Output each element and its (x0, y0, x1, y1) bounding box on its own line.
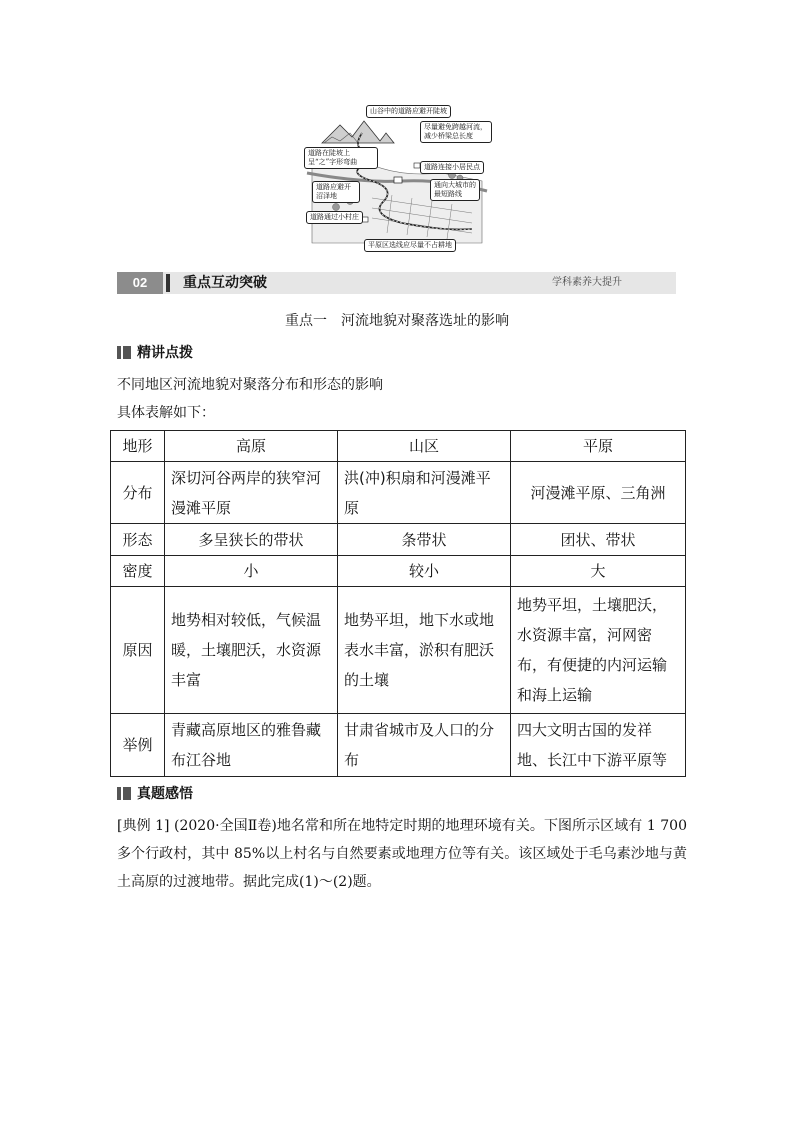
topic-heading: 重点一 河流地貌对聚落选址的影响 (285, 313, 509, 329)
figure-label-6: 通向大城市的最短路线 (430, 179, 480, 201)
table-row (111, 556, 686, 587)
section-marker-icon (117, 345, 131, 359)
table-cell: 地势平坦，土壤肥沃，水资源丰富，河网密布，有便捷的内河运输和海上运输 (511, 587, 686, 714)
figure-label-1: 山谷中的道路应避开陡坡 (366, 105, 451, 118)
table-cell: 条带状 (338, 524, 511, 556)
road-route-figure (302, 103, 494, 255)
figure-label-5: 道路应避开沼泽地 (312, 181, 360, 203)
table-cell: 大 (511, 556, 686, 587)
table-header-cell: 山区 (338, 431, 511, 462)
table-cell: 地势相对较低，气候温暖，土壤肥沃，水资源丰富 (165, 587, 338, 714)
section-marker-icon (117, 786, 131, 800)
figure-label-2: 尽量避免跨越河流，减少桥梁总长度 (420, 121, 492, 143)
table-cell: 深切河谷两岸的狭窄河漫滩平原 (165, 462, 338, 524)
table-header-cell: 平原 (511, 431, 686, 462)
example-paragraph: [典例 1] (2020·全国Ⅱ卷)地名常和所在地特定时期的地理环境有关。下图所示区域有 1 700 多个行政村，其中 85%以上村名与自然要素或地理方位等有关。该区域处于毛乌素沙地与黄土高原的过渡地带。据此完成(1)～(2)题。 (117, 818, 687, 890)
table-row (111, 714, 686, 777)
subhead-explain (117, 342, 193, 362)
section-separator (166, 274, 170, 292)
intro-line-1: 不同地区河流地貌对聚落分布和形态的影响 (117, 377, 383, 393)
landform-table (110, 430, 686, 777)
row-label: 形态 (111, 524, 165, 556)
figure-label-4: 道路连接小居民点 (420, 161, 484, 174)
table-cell: 团状、带状 (511, 524, 686, 556)
table-cell: 青藏高原地区的雅鲁藏布江谷地 (165, 714, 338, 777)
section-subtitle: 学科素养大提升 (552, 277, 622, 288)
subhead-practice-label: 真题感悟 (137, 786, 193, 802)
table-cell: 洪(冲)积扇和河漫滩平原 (338, 462, 511, 524)
intro-line-2: 具体表解如下： (117, 405, 215, 421)
table-cell: 甘肃省城市及人口的分布 (338, 714, 511, 777)
row-label: 密度 (111, 556, 165, 587)
table-cell: 小 (165, 556, 338, 587)
table-cell: 多呈狭长的带状 (165, 524, 338, 556)
table-cell: 较小 (338, 556, 511, 587)
row-label: 原因 (111, 587, 165, 714)
table-cell: 河漫滩平原、三角洲 (511, 462, 686, 524)
section-bar (117, 272, 676, 294)
table-row (111, 524, 686, 556)
row-label: 举例 (111, 714, 165, 777)
table-cell: 四大文明古国的发祥地、长江中下游平原等 (511, 714, 686, 777)
subhead-practice (117, 783, 193, 803)
subhead-explain-label: 精讲点拨 (137, 345, 193, 361)
table-header-row (111, 431, 686, 462)
table-header-cell: 高原 (165, 431, 338, 462)
section-number: 02 (117, 272, 163, 294)
section-title: 重点互动突破 (183, 275, 267, 291)
figure-label-3: 道路在陡坡上呈“之”字形弯曲 (304, 147, 378, 169)
figure-label-7: 道路通过小村庄 (306, 211, 363, 224)
table-cell: 地势平坦，地下水或地表水丰富，淤积有肥沃的土壤 (338, 587, 511, 714)
table-row (111, 462, 686, 524)
figure-label-8: 平原区选线应尽量不占耕地 (364, 239, 456, 252)
table-header-cell: 地形 (111, 431, 165, 462)
row-label: 分布 (111, 462, 165, 524)
table-row (111, 587, 686, 714)
